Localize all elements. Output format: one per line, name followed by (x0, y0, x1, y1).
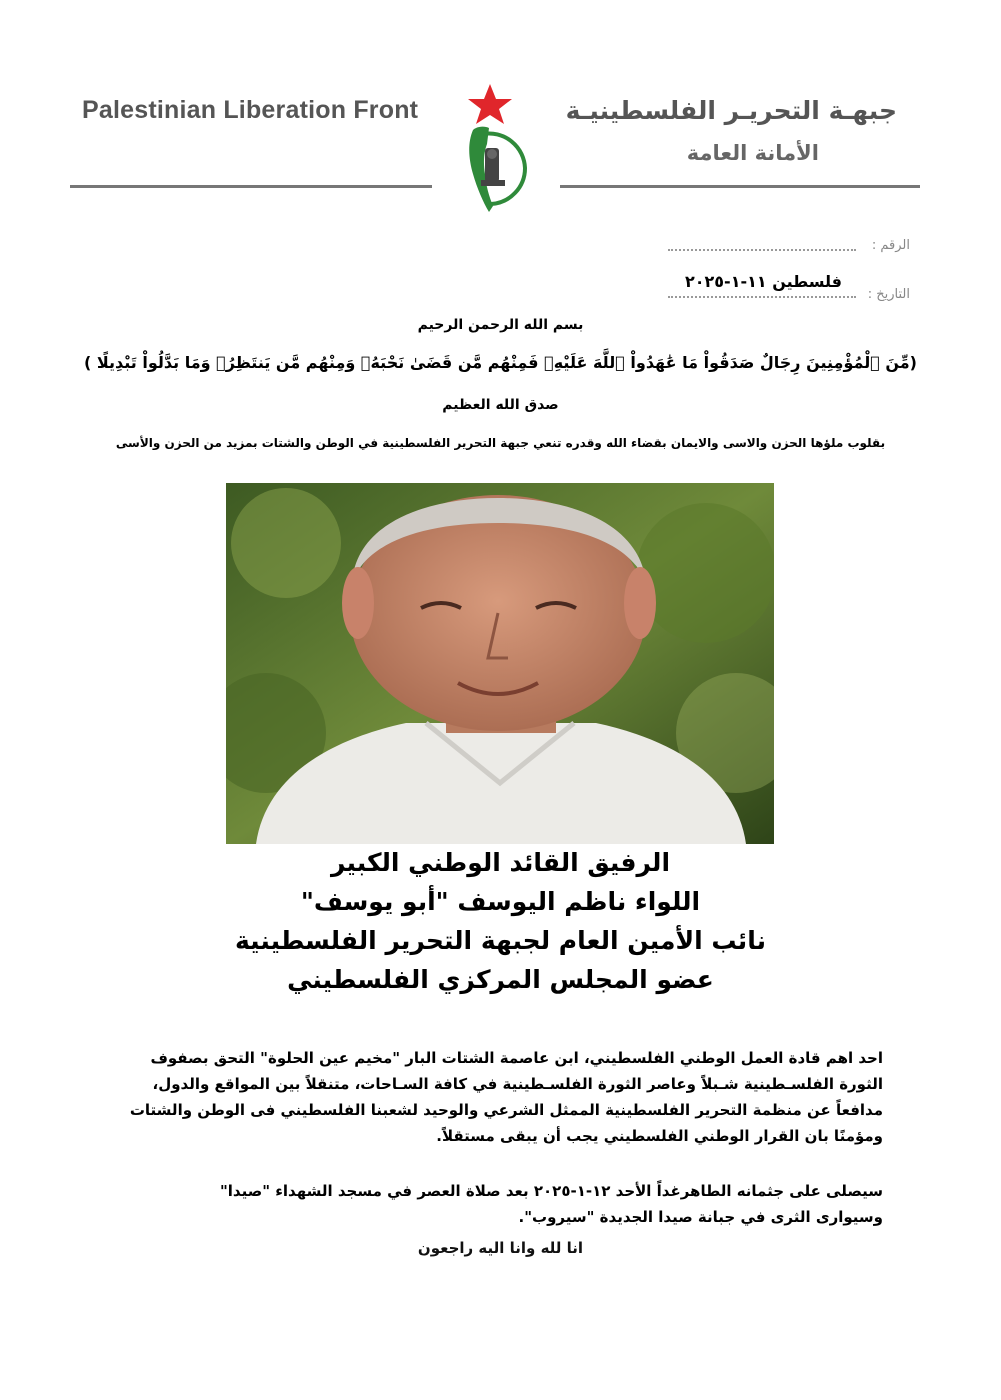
basmala: بسم الله الرحمن الرحيم (417, 317, 584, 333)
title-line: اللواء ناظم اليوسف "أبو يوسف" (300, 887, 701, 916)
paragraph-line: احد اهم قادة العمل الوطني الفلسطيني، ابن عاصمة الشتات البار "مخيم عين الحلوة" التحق بصفوف (150, 1049, 883, 1067)
org-name-en: Palestinian Liberation Front (82, 96, 419, 124)
header-rule-left (70, 185, 432, 188)
title-line: الرفيق القائد الوطني الكبير (330, 848, 671, 877)
front-logo (447, 82, 533, 216)
paragraph-line: الثورة الفلسـطينية شـبلاً وعاصر الثورة الفلسـطينية في كافة السـاحات، متنقلاً بين المواقع والدول، (152, 1075, 883, 1093)
title-line: نائب الأمين العام لجبهة التحرير الفلسطينية (235, 926, 766, 955)
paragraph-line: ومؤمنًا بان القرار الوطني الفلسطيني يجب أن يبقى مستقلاً. (436, 1127, 883, 1145)
funeral-paragraph (118, 1178, 883, 1230)
date-label: التاريخ : (867, 287, 910, 302)
header-rule-right (560, 185, 920, 188)
closing-line: انا لله وانا اليه راجعون (417, 1239, 584, 1257)
date-value: فلسطين ١١-١-٢٠٢٥ (684, 272, 842, 291)
paragraph-line: مدافعاً عن منظمة التحرير الفلسطينية الممثل الشرعي والوحيد لشعبنا الفلسطيني فى الوطن والشتات (129, 1101, 883, 1119)
paragraph-line: سيصلى على جثمانه الطاهرغداً الأحد ١٢-١-٢٠٢٥ بعد صلاة العصر في مسجد الشهداء "صيدا" (219, 1182, 883, 1200)
sadaq-line: صدق الله العظيم (442, 397, 559, 413)
date-dotted-line (668, 296, 856, 298)
org-subtitle-ar: الأمانة العامة (686, 141, 819, 165)
quran-verse: (مِّنَ ٱلْمُؤْمِنِينَ رِجَالٌ صَدَقُواْ مَا عَٰهَدُواْ ٱللَّهَ عَلَيْهِۖ فَمِنْهُم مَّن قَضَىٰ نَحْبَهُۥ وَمِنْهُم مَّن يَنتَظِرُۖ وَمَا بَدَّلُواْ تَبْدِيلًا ) (83, 353, 917, 372)
ref-label: الرقم : (871, 238, 910, 253)
org-name-ar: جبهـة التحريـر الفلسطينيـة (565, 96, 897, 125)
biography-paragraph (118, 1045, 883, 1149)
title-line: عضو المجلس المركزي الفلسطيني (287, 965, 714, 994)
portrait-photo (226, 483, 774, 844)
red-star-icon (468, 84, 512, 124)
ref-dotted-line (668, 249, 856, 251)
paragraph-line: وسيوارى الثرى في جبانة صيدا الجديدة "سيروب". (518, 1208, 883, 1226)
intro-line: بقلوب ملؤها الحزن والاسى والايمان بقضاء الله وقدره تنعي جبهة التحرير الفلسطينية في الوطن والشتات بمزيد من الحزن والأسى (115, 436, 886, 450)
